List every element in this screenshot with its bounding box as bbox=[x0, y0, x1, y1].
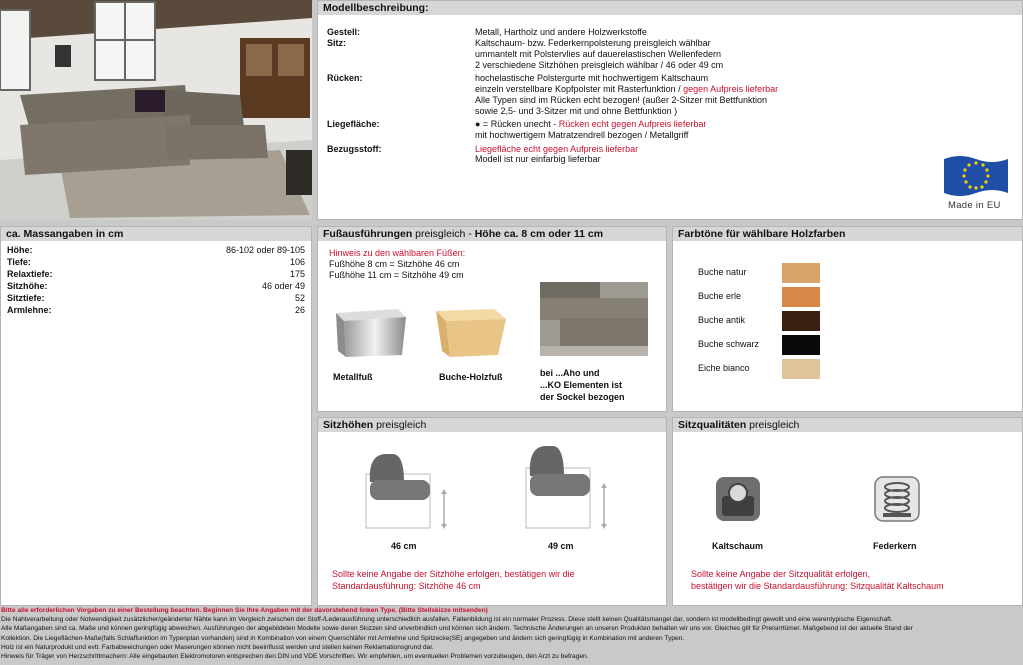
seat-heights-panel bbox=[317, 417, 667, 606]
feet-title: Fußausführungen preisgleich - Höhe ca. 8 cm oder 11 cm bbox=[318, 227, 666, 241]
footer-line: Holz ist ein Naturprodukt und evtl. Farbabweichungen oder Maserungen können nicht beeinflusst werden und stellen keinen Reklamationsgrund dar. bbox=[1, 643, 434, 651]
spring-core-label: Federkern bbox=[873, 541, 917, 551]
measurement-label: Tiefe: bbox=[7, 257, 31, 267]
measurement-row bbox=[7, 305, 305, 317]
wood-colors-panel bbox=[672, 226, 1023, 412]
measurement-value: 86-102 oder 89-105 bbox=[225, 245, 305, 255]
product-photo bbox=[0, 0, 312, 220]
description-value bbox=[475, 27, 647, 38]
wood-color-name: Buche natur bbox=[698, 267, 747, 277]
feet-hint-title: Hinweis zu den wählbaren Füßen: bbox=[329, 248, 466, 258]
measurement-value: 106 bbox=[289, 257, 305, 267]
cold-foam-icon bbox=[715, 476, 761, 522]
measurement-row bbox=[7, 257, 305, 269]
description-label: Bezugsstoff: bbox=[327, 143, 382, 154]
description-label: Gestell: bbox=[327, 27, 361, 37]
footer-line: Kollektion. Die Liegeflächen-Maße(falls Schlaffunktion im Typenplan vorhanden) sind in Kombination von einem Querschläfer mit Armlehne und Spitzecke(SE) angegeben und ändern sich geringfügig in Kombination mit anderen Typen. bbox=[1, 634, 685, 642]
feet-hint-line: Fußhöhe 8 cm = Sitzhöhe 46 cm bbox=[329, 258, 460, 269]
seat-heights-title: Sitzhöhen preisgleich bbox=[318, 418, 666, 432]
measurement-label: Relaxtiefe: bbox=[7, 269, 53, 279]
eu-flag-icon bbox=[940, 153, 1012, 199]
seat-49-diagram-icon bbox=[522, 442, 612, 532]
measurements-title: ca. Massangaben in cm bbox=[1, 227, 311, 241]
wood-color-name: Buche antik bbox=[698, 315, 746, 325]
feet-hint bbox=[329, 248, 465, 280]
sofa-room-image bbox=[0, 0, 312, 220]
measurement-label: Sitztiefe: bbox=[7, 293, 45, 303]
cold-foam-label: Kaltschaum bbox=[712, 541, 764, 551]
description-line: hochelastische Polstergurte mit hochwertigem Kaltschaum bbox=[475, 73, 709, 84]
wood-color-swatch[interactable] bbox=[782, 359, 820, 379]
description-value bbox=[475, 144, 638, 166]
description-line: Metall, Hartholz und andere Holzwerkstoffe bbox=[475, 27, 647, 37]
description-line: Modell ist nur einfarbig lieferbar bbox=[475, 154, 601, 165]
wood-colors-title: Farbtöne für wählbare Holzfarben bbox=[673, 227, 1022, 241]
measurement-value: 52 bbox=[294, 293, 305, 303]
measurement-value: 175 bbox=[289, 269, 305, 279]
wood-color-name: Buche schwarz bbox=[698, 339, 760, 349]
measurement-label: Höhe: bbox=[7, 245, 33, 255]
measurement-row bbox=[7, 281, 305, 293]
model-description-title: Modellbeschreibung: bbox=[318, 1, 1022, 15]
description-line: Alle Typen sind im Rücken echt bezogen! (außer 2-Sitzer mit Bettfunktion bbox=[475, 94, 767, 105]
description-value bbox=[475, 119, 706, 141]
feet-hint-line: Fußhöhe 11 cm = Sitzhöhe 49 cm bbox=[329, 269, 464, 280]
description-label: Sitz: bbox=[327, 37, 346, 48]
measurement-value: 26 bbox=[294, 305, 305, 315]
seat-quality-note: Sollte keine Angabe der Sitzqualität erfolgen, bestätigen wir die Standardausführung: Sitzqualität Kaltschaum bbox=[691, 569, 944, 591]
description-label: Rücken: bbox=[327, 73, 363, 84]
description-label: Liegefläche: bbox=[327, 119, 380, 130]
footer-line: Alle Maßangaben sind ca. Maße und können geringfügig abweichen. Ausführungen der abgebildeten Modelle sowie deren Skizzen sind unverbindlich und können sich ändern. Technische Änderungen an unseren Produkten behalten wir uns vor. Gleiches gilt für Preisirrtümer. Maßgebend ist der aktuelle Stand der bbox=[1, 625, 913, 633]
measurement-label: Sitzhöhe: bbox=[7, 281, 48, 291]
footer-line: Die Nahtverarbeitung oder Notwendigkeit zusätzlicher/geänderter Nähte kann im Vergleich zwischen der Stoff-/Lederausführung unterschiedlich ausfallen. Faltenbildung ist ein normaler Prozess. Diese stellt keinen Qualitätsmangel dar, sondern ist modellbedingt gewollt und eine warentypische Eigenschaft. bbox=[1, 616, 893, 624]
description-value bbox=[475, 38, 723, 71]
spring-core-icon bbox=[874, 476, 920, 522]
feet-options-panel bbox=[317, 226, 667, 412]
seat-height-49-label: 49 cm bbox=[548, 541, 574, 551]
measurement-row bbox=[7, 245, 305, 257]
footer-order-note: Bitte alle erforderlichen Vorgaben zu einer Bestellung beachten. Beginnen Sie Ihre Angaben mit der davorstehend linken Type. (Bitte Stellskizze mitsenden) bbox=[1, 607, 488, 614]
description-line: Kaltschaum- bzw. Federkernpolsterung preisgleich wählbar bbox=[475, 37, 711, 48]
seat-height-note: Sollte keine Angabe der Sitzhöhe erfolgen, bestätigen wir die Standardausführung: Sitzhöhe 46 cm bbox=[332, 569, 575, 591]
upholstered-base-label: bei ...Aho und ...KO Elementen ist der Sockel bezogen bbox=[540, 368, 625, 402]
beech-wood-foot-image bbox=[432, 307, 510, 359]
measurement-label: Armlehne: bbox=[7, 305, 52, 315]
footer-legal-lines bbox=[1, 615, 1023, 661]
seat-46-diagram-icon bbox=[362, 446, 452, 532]
description-line: mit hochwertigem Matratzendrell bezogen / Metallgriff bbox=[475, 130, 689, 141]
description-line: Liegefläche echt gegen Aufpreis lieferbar bbox=[475, 143, 639, 154]
measurement-row bbox=[7, 269, 305, 281]
description-line: ● = Rücken unecht - Rücken echt gegen Aufpreis lieferbar bbox=[475, 119, 707, 130]
description-line: 2 verschiedene Sitzhöhen preisgleich wählbar / 46 oder 49 cm bbox=[475, 59, 724, 70]
seat-height-46-label: 46 cm bbox=[391, 541, 417, 551]
seat-quality-panel bbox=[672, 417, 1023, 606]
measurement-row bbox=[7, 293, 305, 305]
wood-color-name: Buche erle bbox=[698, 291, 742, 301]
measurement-value: 46 oder 49 bbox=[261, 281, 305, 291]
model-description-panel bbox=[317, 0, 1023, 220]
footer-notes bbox=[0, 606, 1023, 665]
footer-line: Hinweis für Träger von Herzschrittmachern: Alle eingebauten Elektromotoren entsprechen den DIN und VDE Vorschriften. Wir empfehlen, um eventuellen Problemen vorzubeugen, den Arzt zu befragen. bbox=[1, 653, 589, 661]
wood-color-name: Eiche bianco bbox=[698, 363, 750, 373]
metal-foot-label: Metallfuß bbox=[333, 372, 373, 382]
wood-color-swatch[interactable] bbox=[782, 311, 820, 331]
wood-color-swatch[interactable] bbox=[782, 263, 820, 283]
metal-foot-image bbox=[332, 307, 408, 361]
upholstered-base-image bbox=[540, 282, 648, 356]
wood-color-swatch[interactable] bbox=[782, 335, 820, 355]
wood-color-swatch[interactable] bbox=[782, 287, 820, 307]
description-line: sowie 2,5- und 3-Sitzer mit und ohne Bettfunktion ) bbox=[475, 105, 678, 116]
made-in-eu-label: Made in EU bbox=[948, 200, 1001, 211]
beech-wood-foot-label: Buche-Holzfuß bbox=[439, 372, 503, 382]
measurements-panel bbox=[0, 226, 312, 606]
description-value bbox=[475, 73, 778, 117]
description-line: einzeln verstellbare Kopfpolster mit Rasterfunktion / gegen Aufpreis lieferbar bbox=[475, 84, 779, 94]
description-line: ummantelt mit Polstervlies auf dauerelastischen Wellenfedern bbox=[475, 48, 721, 59]
seat-quality-title: Sitzqualitäten preisgleich bbox=[673, 418, 1022, 432]
